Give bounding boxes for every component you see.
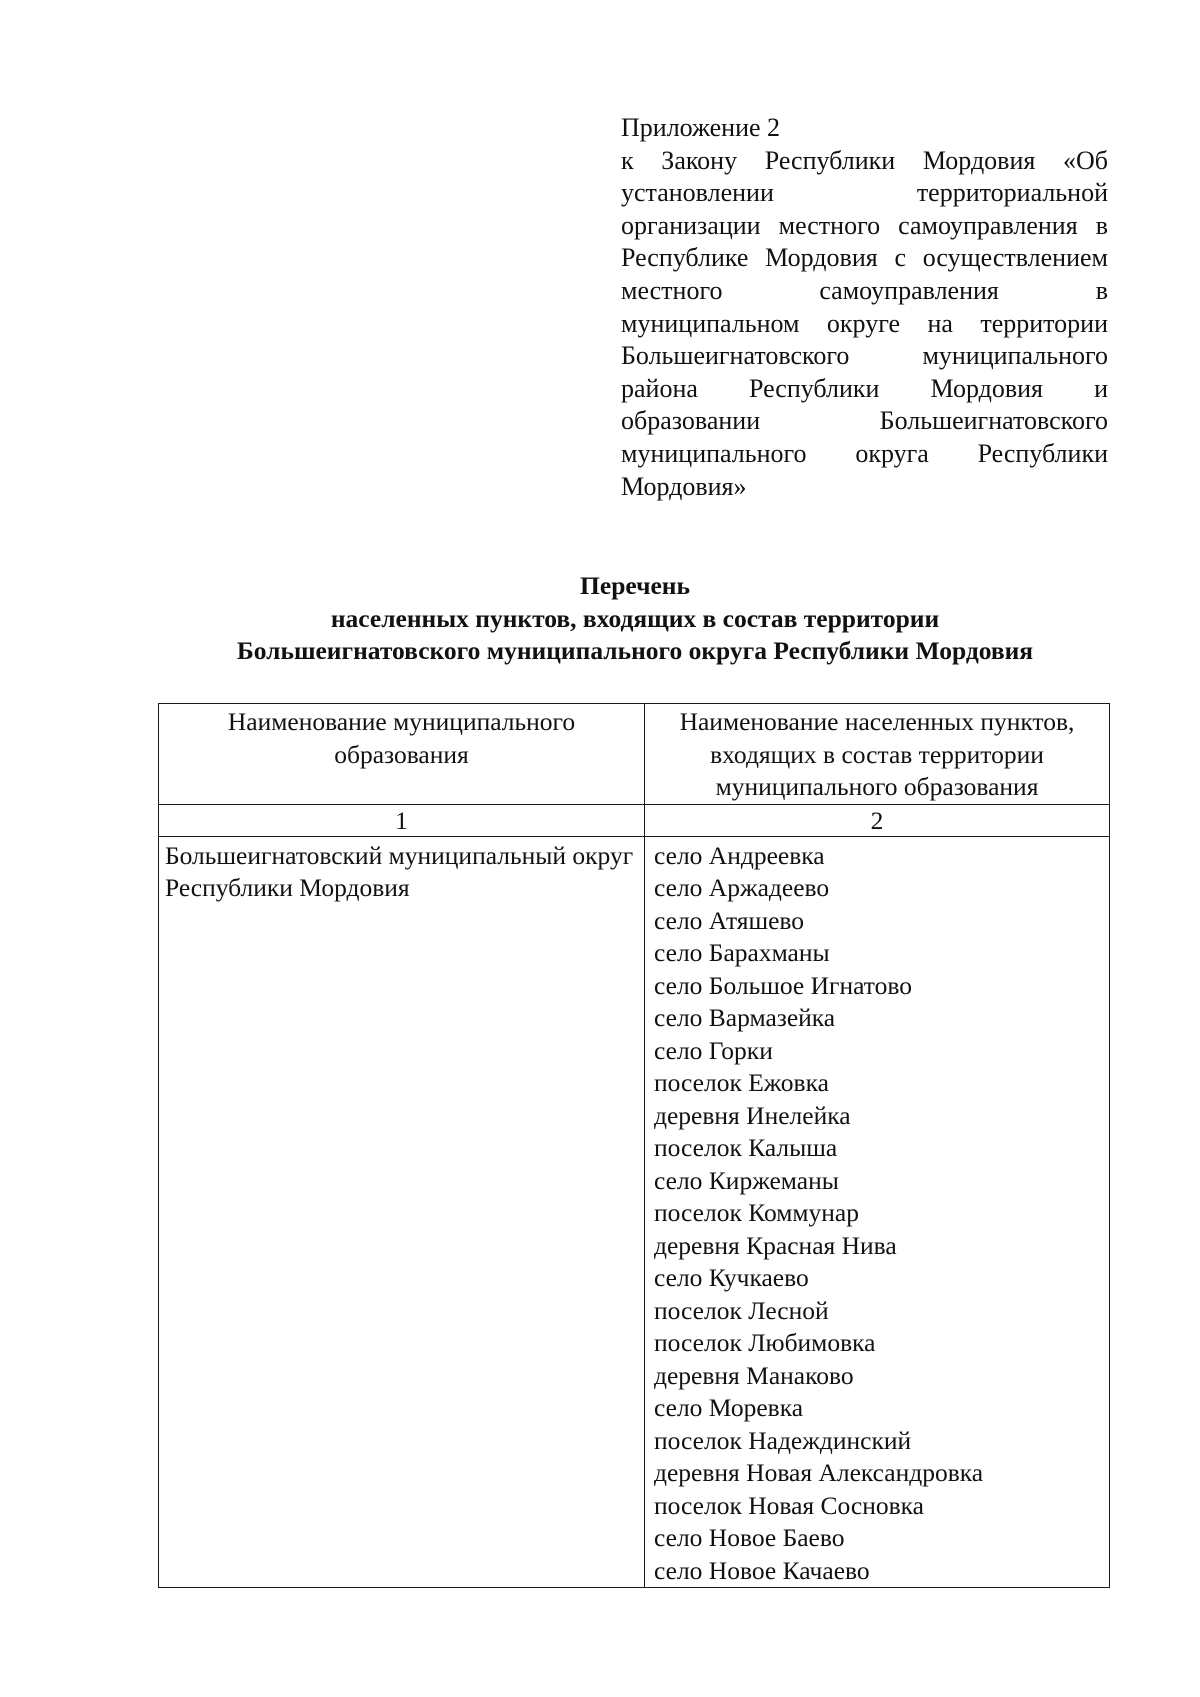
- list-item: село Андреевка: [654, 840, 825, 870]
- list-item: село Барахманы: [654, 938, 830, 967]
- list-item: поселок Любимовка: [654, 1328, 876, 1357]
- column-number-1: 1: [159, 804, 645, 836]
- list-item: поселок Ежовка: [654, 1068, 829, 1097]
- list-item: село Горки: [654, 1035, 773, 1065]
- list-item: поселок Коммунар: [654, 1198, 859, 1227]
- settlements-table: [158, 703, 1110, 1588]
- appendix-law-reference: к Закону Республики Мордовия «Об установлении территориальной организации местного самоуправления в Республике Мордовия с осуществлением местного самоуправления в муниципальном округе на территории Большеигнатовского муниципального района Республики Мордовия и образовании Большеигнатовского муниципального округа Республики Мордовия»: [621, 145, 1108, 501]
- list-item: село Вармазейка: [654, 1003, 836, 1032]
- header-cell-settlements: Наименование населенных пунктов, входящих в состав территории муниципального образования: [645, 704, 1110, 805]
- list-item: село Моревка: [654, 1393, 804, 1422]
- appendix-title: Приложение 2: [621, 113, 781, 142]
- list-item: деревня Манаково: [654, 1360, 854, 1390]
- table-number-row: [159, 804, 1110, 836]
- list-item: село Кучкаево: [654, 1263, 809, 1292]
- list-item: поселок Лесной: [654, 1295, 829, 1325]
- title-line-1: Перечень: [580, 571, 690, 600]
- title-line-2: населенных пунктов, входящих в состав территории: [330, 603, 940, 633]
- list-item: село Киржеманы: [654, 1165, 839, 1195]
- title-line-3: Большеигнатовского муниципального округа Республики Мордовия: [236, 636, 1034, 665]
- settlements-cell: [645, 836, 1110, 1588]
- list-item: село Новое Качаево: [654, 1555, 870, 1585]
- table-header-row: [159, 704, 1110, 805]
- list-item: деревня Инелейка: [654, 1100, 851, 1130]
- list-item: село Большое Игнатово: [654, 970, 912, 1000]
- table-row: [159, 836, 1110, 1588]
- list-item: поселок Новая Сосновка: [654, 1490, 924, 1520]
- document-title: [100, 570, 1170, 668]
- appendix-header: [621, 112, 1108, 503]
- list-item: село Аржадеево: [654, 873, 830, 902]
- list-item: деревня Красная Нива: [654, 1230, 897, 1260]
- municipality-name-cell: Большеигнатовский муниципальный округ Республики Мордовия: [159, 836, 645, 1588]
- list-item: поселок Калыша: [654, 1133, 838, 1162]
- header-cell-municipality: Наименование муниципального образования: [159, 704, 645, 805]
- list-item: деревня Новая Александровка: [654, 1458, 984, 1487]
- list-item: село Атяшево: [654, 905, 805, 935]
- column-number-2: 2: [645, 804, 1110, 836]
- list-item: село Новое Баево: [654, 1523, 845, 1552]
- list-item: поселок Надеждинский: [654, 1425, 912, 1455]
